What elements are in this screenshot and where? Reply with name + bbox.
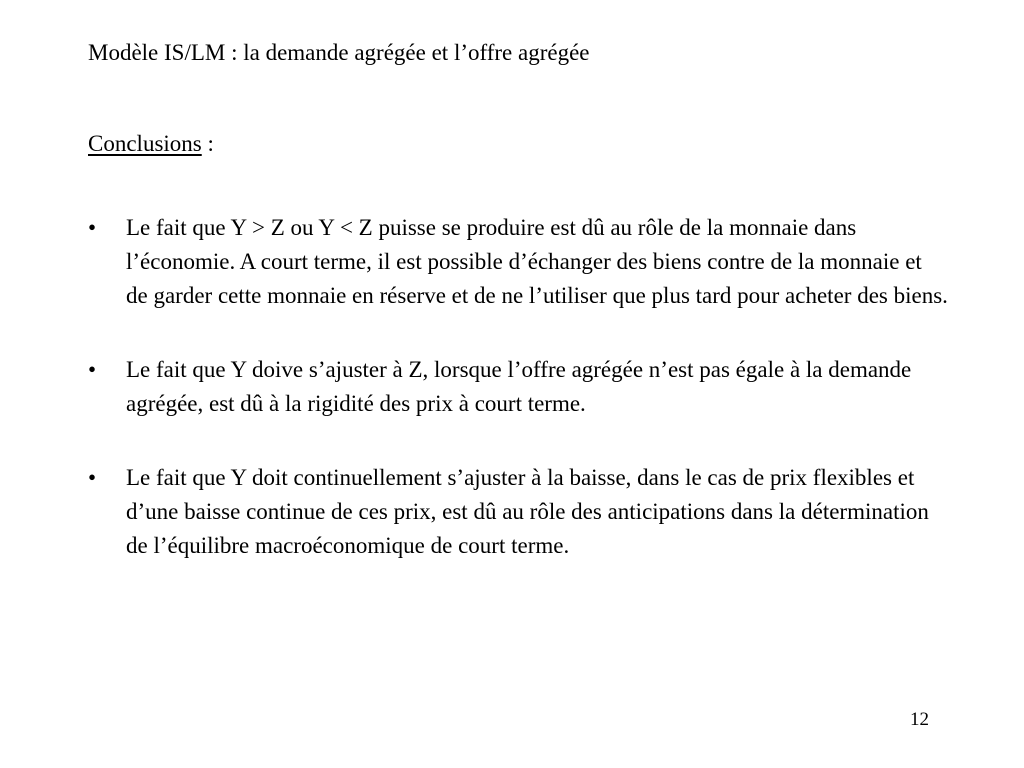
bullet-text: Le fait que Y > Z ou Y < Z puisse se produire est dû au rôle de la monnaie dans l’économie. A court terme, il est possible d’échanger des biens contre de la monnaie et de garder cette monnaie en réserve et de ne l’utiliser que plus tard pour acheter des biens. <box>126 215 948 308</box>
bullet-point-icon: • <box>88 465 97 490</box>
bullet-text: Le fait que Y doive s’ajuster à Z, lorsque l’offre agrégée n’est pas égale à la demande agrégée, est dû à la rigidité des prix à court terme. <box>126 357 912 416</box>
section-heading-colon: : <box>201 131 214 156</box>
bullet-item <box>88 211 948 313</box>
bullet-item <box>88 353 948 421</box>
page-number: 12 <box>910 709 929 730</box>
section-heading <box>88 129 214 159</box>
bullet-point-icon: • <box>88 357 97 382</box>
bullet-text: Le fait que Y doit continuellement s’ajuster à la baisse, dans le cas de prix flexibles et d’une baisse continue de ces prix, est dû au rôle des anticipations dans la détermination de l’équilibre macroéconomique de court terme. <box>126 465 929 558</box>
section-heading-text: Conclusions <box>88 131 202 156</box>
bullet-point-icon: • <box>88 215 97 240</box>
slide-title: Modèle IS/LM : la demande agrégée et l’offre agrégée <box>88 40 590 65</box>
bullet-list <box>88 211 948 603</box>
bullet-item <box>88 461 948 563</box>
